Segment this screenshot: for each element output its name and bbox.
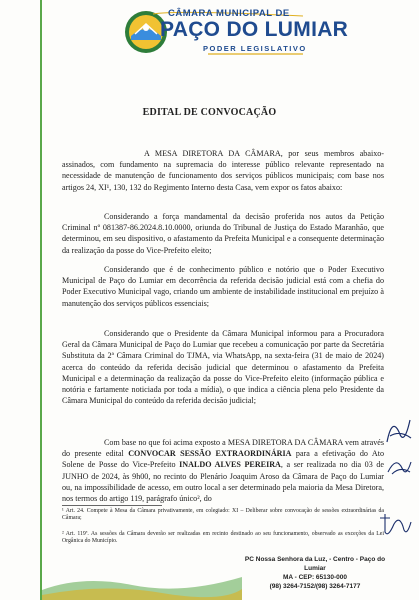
paragraph-considering-2: Considerando que é de conhecimento público e notório que o Poder Executivo Municipal de Paço do Lumiar em decorrência da referida decisão judicial está com a chefia do Poder Executivo Municipal vago, criando um ambiente de instabilidade institucional em prejuízo à manutenção dos serviços públicos essenciais; — [62, 265, 384, 308]
paragraph-considering-3: Considerando que o Presidente da Câmara Municipal informou para a Procuradora Geral da Câmara Municipal de Paço do Lumiar que recebeu a comunicação por parte da Secretária Substituta da 2ª Câmara Criminal do TJMA, via WhatsApp, na sexta-feira (31 de maio de 2024) acerca do conteúdo da referida decisão judicial que determinou o afastamento da Prefeita Municipal e a determinação da realização da posse do Vice-Prefeito eleito (informação pública e notória e fartamente noticiada por toda a mídia), o que indica a ciência plena pelo Presidente da Câmara Municipal do conteúdo da referida decisão judicial; — [62, 329, 384, 406]
footnote-separator — [62, 505, 162, 506]
signature-3 — [376, 510, 414, 544]
footnote-1: ¹ Art. 24. Compete à Mesa da Câmara privativamente, em colegiado: XI – Deliberar sobre convocação de sessões extraordinárias da Câmara; — [62, 508, 384, 522]
page-title: EDITAL DE CONVOCAÇÃO — [142, 107, 277, 118]
letterhead-line1: CÂMARA MUNICIPAL DE — [168, 8, 290, 19]
footer-wave-graphic — [42, 555, 242, 600]
letterhead-line2: PAÇO DO LUMIAR — [160, 18, 349, 41]
footer-contact — [240, 555, 390, 591]
paragraph-intro: A MESA DIRETORA DA CÂMARA, por seus membros abaixo-assinados, com fundamento na supremacia do interesse público relevante representado na necessidade de manutenção de funcionamento dos serviços públicos municipais; com base nos artigos 24, XI¹, 130, 132 do Regimento Interno desta Casa, vem expor os fatos abaixo: — [62, 149, 384, 192]
convocation-text-c: para a efetivação do Ato Solene de Posse do Vice-Prefeito — [62, 449, 384, 470]
paragraph-convocation — [62, 437, 384, 504]
footer-phones: (98) 3264-7152/(98) 3264-7177 — [269, 583, 361, 590]
footer-address: PC Nossa Senhora da Luz, - Centro - Paço do Lumiar — [244, 556, 386, 572]
footer-cep: MA - CEP: 65130-000 — [282, 574, 348, 581]
left-margin-bar — [40, 0, 42, 600]
convocation-text-e: , a ser realizada no dia 03 de JUNHO de 2024, às 9h00, no recinto do Plenário Joaquim Aroso da Câmara de Paço do Lumiar ou, na impossibilidade de acesso, em outro local a ser determinado pela maioria da Mesa Diretora, nos termos do artigo 119, parágrafo único², do — [62, 460, 385, 504]
signature-2 — [384, 452, 414, 482]
convocation-highlight-name: INALDO ALVES PEREIRA — [179, 460, 281, 470]
paragraph-considering-1: Considerando a força mandamental da decisão proferida nos autos da Petição Criminal nº 081387-86.2024.8.10.0000, oriunda do Tribunal de Justiça do Estado Maranhão, que determinou, em seu dispositivo, o afastamento da Prefeita Municipal e a consequente determinação da realização da posse do Vice-Prefeito eleito; — [62, 212, 384, 255]
footnote-2: ² Art. 119ª. As sessões da Câmara deverão ser realizadas em recinto destinado ao seu funcionamento, observado as exceções da Lei Orgânica do Município. — [62, 531, 384, 545]
convocation-text-a: Com base no que foi acima exposto a MESA DIRETORA DA CÂMARA vem através do presente edital — [62, 438, 384, 459]
convocation-highlight-session: CONVOCAR SESSÃO EXTRAORDINÁRIA — [128, 449, 292, 459]
signature-1 — [384, 412, 414, 452]
letterhead-line3: PODER LEGISLATIVO — [203, 44, 307, 53]
